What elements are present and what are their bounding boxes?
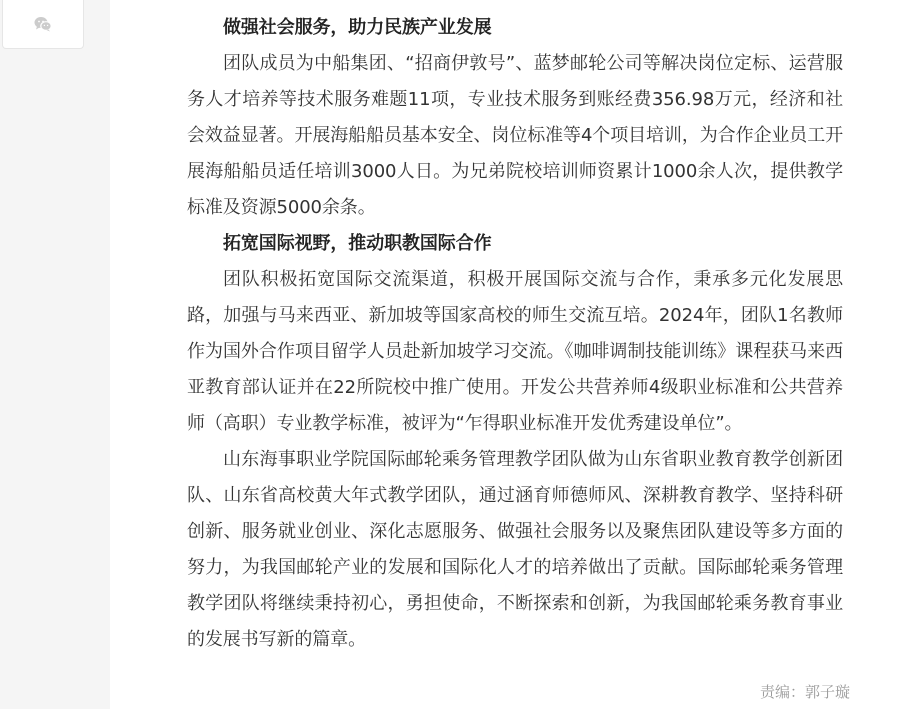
paragraph-international: 团队积极拓宽国际交流渠道，积极开展国际交流与合作，秉承多元化发展思路，加强与马来西亚、新加坡等国家高校的师生交流互培。2024年，团队1名教师作为国外合作项目留学人员赴新加坡学习交流。《咖啡调制技能训练》课程获马来西亚教育部认证并在22所院校中推广使用。开发公共营养师4级职业标准和公共营养师（高职）专业教学标准，被评为“乍得职业标准开发优秀建设单位”。 xyxy=(187,269,843,434)
paragraph-conclusion: 山东海事职业学院国际邮轮乘务管理教学团队做为山东省职业教育教学创新团队、山东省高校黄大年式教学团队，通过涵育师德师风、深耕教育教学、坚持科研创新、服务就业创业、深化志愿服务、做强社会服务以及聚焦团队建设等多方面的努力，为我国邮轮产业的发展和国际化人才的培养做出了贡献。国际邮轮乘务管理教学团队将继续秉持初心，勇担使命，不断探索和创新，为我国邮轮乘务教育事业的发展书写新的篇章。 xyxy=(187,449,843,650)
article-body xyxy=(187,10,843,658)
paragraph-social-service: 团队成员为中船集团、“招商伊敦号”、蓝梦邮轮公司等解决岗位定标、运营服务人才培养等技术服务难题11项，专业技术服务到账经费356.98万元，经济和社会效益显著。开展海船船员基本安全、岗位标准等4个项目培训，为合作企业员工开展海船船员适任培训3000人日。为兄弟院校培训师资累计1000余人次，提供教学标准及资源5000余条。 xyxy=(187,53,843,218)
article-container xyxy=(110,0,920,709)
wechat-icon xyxy=(34,16,52,32)
share-panel xyxy=(2,0,84,49)
wechat-share-button[interactable] xyxy=(31,12,55,36)
section-heading-social-service: 做强社会服务，助力民族产业发展 xyxy=(223,17,492,38)
section-heading-international: 拓宽国际视野，推动职教国际合作 xyxy=(223,233,492,254)
editor-credit: 责编：郭子璇 xyxy=(759,683,850,701)
